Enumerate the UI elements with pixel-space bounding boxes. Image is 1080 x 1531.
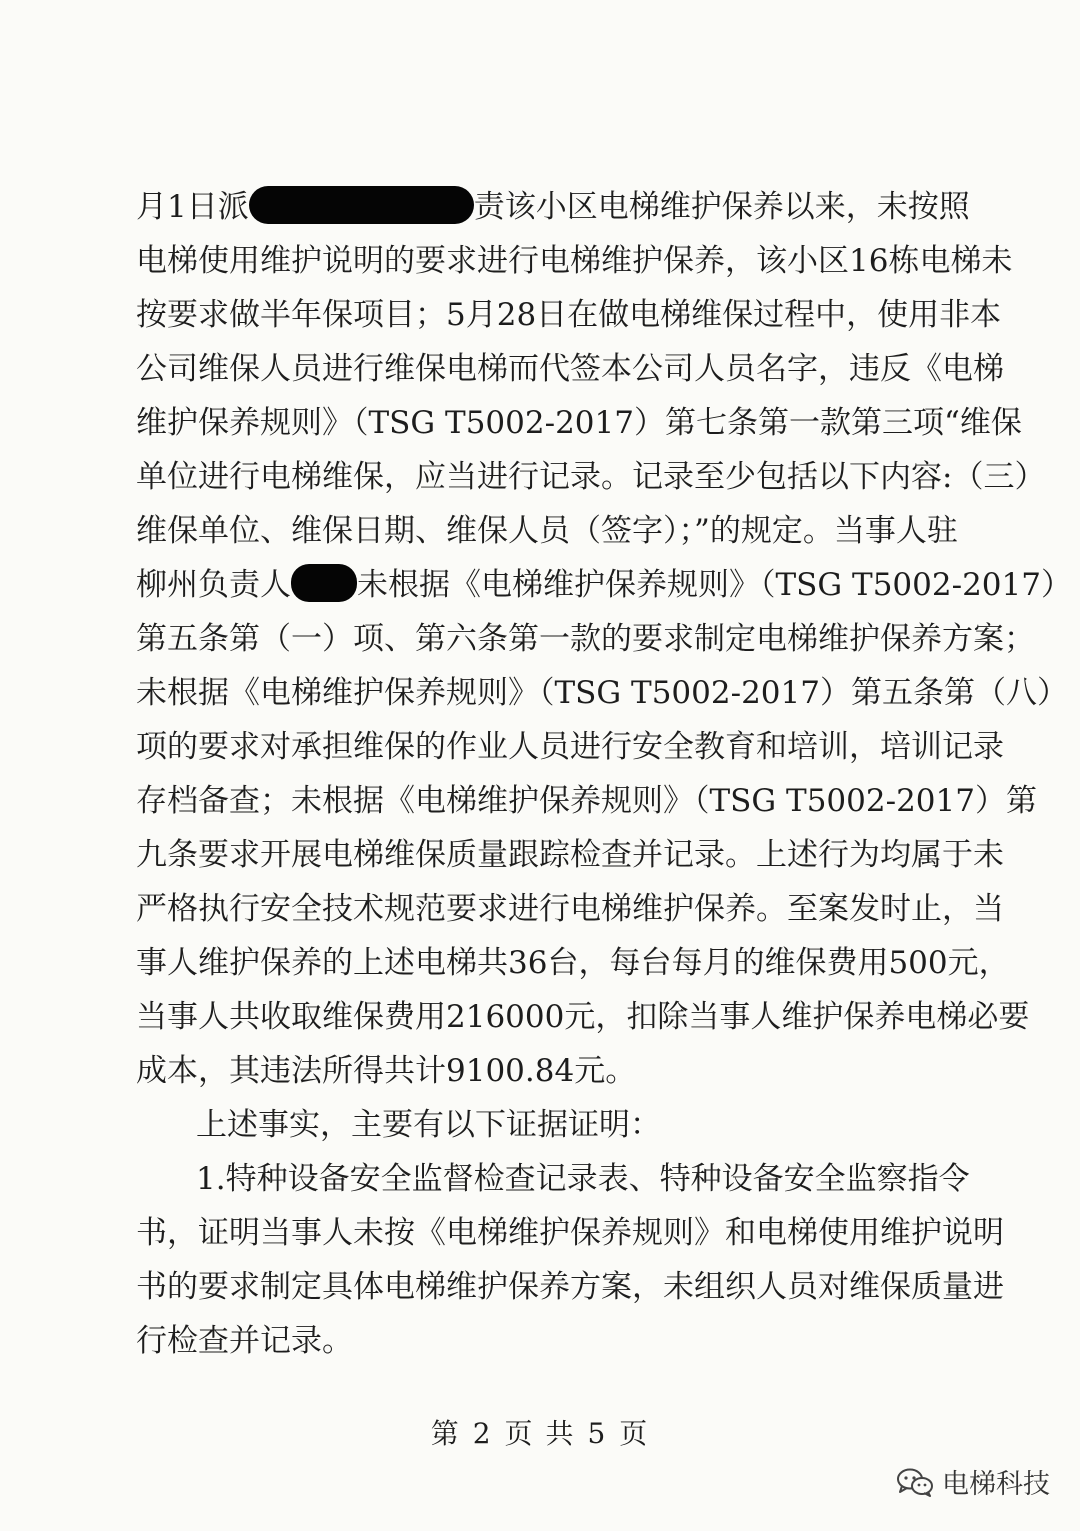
text-line-7: 维保单位、维保日期、维保人员（签字）；”的规定。当事人驻 [136,513,958,549]
footer-prefix: 第 [430,1417,461,1450]
text-line-22: 行检查并记录。 [136,1323,353,1359]
text-line-9: 第五条第（一）项、第六条第一款的要求制定电梯维护保养方案； [136,621,1035,657]
footer-suffix: 页 [619,1417,650,1450]
total-page-number: 5 [587,1417,608,1450]
text-line-1 [136,180,970,234]
text-line-16: 当事人共收取维保费用216000元，扣除当事人维护保养电梯必要 [136,999,1030,1035]
text-line-10: 未根据《电梯维护保养规则》（TSG T5002-2017）第五条第（八） [136,675,1068,711]
text-line-15: 事人维护保养的上述电梯共36台，每台每月的维保费用500元， [136,945,1010,981]
text-segment: 柳州负责人 [136,567,291,603]
footer-middle: 页 共 [504,1417,576,1450]
text-line-5: 维护保养规则》（TSG T5002-2017）第七条第一款第三项“维保 [136,405,1022,441]
watermark [896,1462,1050,1501]
text-line-11: 项的要求对承担维保的作业人员进行安全教育和培训，培训记录 [136,729,1004,765]
text-line-12: 存档备查；未根据《电梯维护保养规则》（TSG T5002-2017）第 [136,783,1037,819]
text-segment: 责该小区电梯维护保养以来，未按照 [473,189,970,225]
text-segment: 月1日派 [136,189,249,225]
redaction-mark [291,564,357,602]
current-page-number: 2 [472,1417,493,1450]
document-body [136,180,1072,1368]
text-line-21: 书的要求制定具体电梯维护保养方案，未组织人员对维保质量进 [136,1269,1004,1305]
redaction-mark [249,186,474,224]
text-line-17: 成本，其违法所得共计9100.84元。 [136,1053,637,1089]
text-line-13: 九条要求开展电梯维保质量跟踪检查并记录。上述行为均属于未 [136,837,1004,873]
text-line-2: 电梯使用维护说明的要求进行电梯维护保养，该小区16栋电梯未 [136,243,1013,279]
text-line-3: 按要求做半年保项目；5月28日在做电梯维保过程中，使用非本 [136,297,1002,333]
text-line-8 [136,558,1072,612]
text-line-20: 书，证明当事人未按《电梯维护保养规则》和电梯使用维护说明 [136,1215,1004,1251]
wechat-icon [896,1467,934,1497]
text-line-4: 公司维保人员进行维保电梯而代签本公司人员名字，违反《电梯 [136,351,1004,387]
page-number-footer [0,1412,1080,1452]
text-line-6: 单位进行电梯维保，应当进行记录。记录至少包括以下内容:（三） [136,459,1046,495]
text-line-19: 1.特种设备安全监督检查记录表、特种设备安全监察指令 [196,1161,970,1197]
text-segment: 未根据《电梯维护保养规则》（TSG T5002-2017） [357,567,1072,603]
watermark-label: 电梯科技 [942,1469,1050,1500]
text-line-18: 上述事实，主要有以下证据证明： [196,1107,661,1143]
text-line-14: 严格执行安全技术规范要求进行电梯维护保养。至案发时止，当 [136,891,1004,927]
